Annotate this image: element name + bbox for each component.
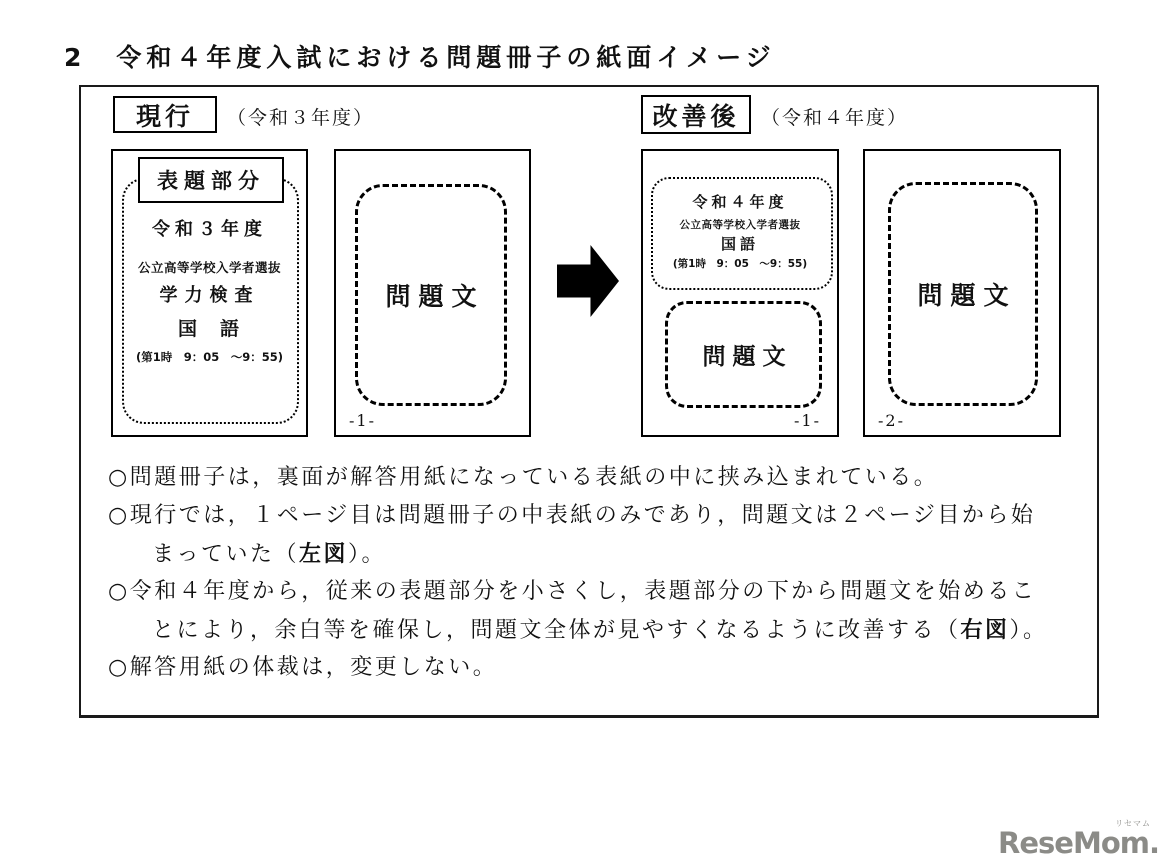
page-number: -2- <box>878 411 905 430</box>
current-label: 現行 <box>135 101 194 131</box>
cover-selection-label: 公立高等学校入学者選抜 <box>679 219 801 231</box>
cover-year-label: 令和３年度 <box>152 219 267 240</box>
notes-list <box>108 459 1088 687</box>
title-section-box <box>138 157 284 203</box>
improved-label-box <box>641 95 751 134</box>
question-text-dashed-area <box>888 182 1038 406</box>
cover-subject-label: 国 語 <box>177 318 241 340</box>
page-number: -1- <box>349 411 376 430</box>
improved-year-label: （令和４年度） <box>761 107 909 129</box>
note-line: ○令和４年度から，従来の表題部分を小さくし，表題部分の下から問題文を始めるこ <box>108 579 1037 604</box>
cover-exam-label: 学力検査 <box>159 285 260 306</box>
page-title: 2 令和４年度入試における問題冊子の紙面イメージ <box>64 43 776 72</box>
diagram-frame <box>79 85 1099 718</box>
current-year-label: （令和３年度） <box>227 107 375 129</box>
question-text-dashed-area <box>355 184 507 406</box>
cover-year-label: 令和４年度 <box>692 193 788 211</box>
question-text-label: 問題文 <box>702 344 793 370</box>
note-text: ）。 <box>348 542 387 567</box>
page-number: -1- <box>794 411 821 430</box>
improved-label: 改善後 <box>652 101 740 131</box>
improved-cover-page <box>641 149 839 437</box>
question-text-label: 問題文 <box>385 282 485 311</box>
note-text: とにより，余白等を確保し，問題文全体が見やすくなるように改善する（ <box>152 618 961 643</box>
question-text-label: 問題文 <box>917 281 1017 310</box>
note-text-bold: 右図 <box>960 617 1010 643</box>
note-line: ○解答用紙の体裁は，変更しない。 <box>108 655 498 680</box>
resemom-watermark-logo <box>998 818 1159 860</box>
cover-subject-label: 国語 <box>720 235 759 253</box>
cover-selection-label: 公立高等学校入学者選抜 <box>137 260 281 275</box>
note-text: まっていた（ <box>152 542 300 567</box>
note-line: ○問題冊子は，裏面が解答用紙になっている表紙の中に挟み込まれている。 <box>108 465 939 490</box>
current-cover-page <box>111 149 308 437</box>
title-section-label: 表題部分 <box>157 169 265 193</box>
question-text-dashed-area <box>665 301 822 408</box>
note-line <box>108 535 1088 573</box>
improved-body-page <box>863 149 1061 437</box>
note-line <box>108 611 1088 649</box>
cover-time-label: (第1時 9：05 ～9：55) <box>672 258 808 270</box>
current-body-page <box>334 149 531 437</box>
note-text: ）。 <box>1009 618 1048 643</box>
note-text-bold: 左図 <box>299 541 349 567</box>
watermark-text: ReseMom. <box>998 826 1159 860</box>
note-line: ○現行では，１ページ目は問題冊子の中表紙のみであり，問題文は２ページ目から始 <box>108 503 1036 528</box>
arrow-right-icon <box>557 245 619 317</box>
cover-time-label: (第1時 9：05 ～9：55) <box>135 350 284 364</box>
watermark-ruby-label: リセマム <box>1115 819 1151 828</box>
current-label-box <box>113 96 217 133</box>
